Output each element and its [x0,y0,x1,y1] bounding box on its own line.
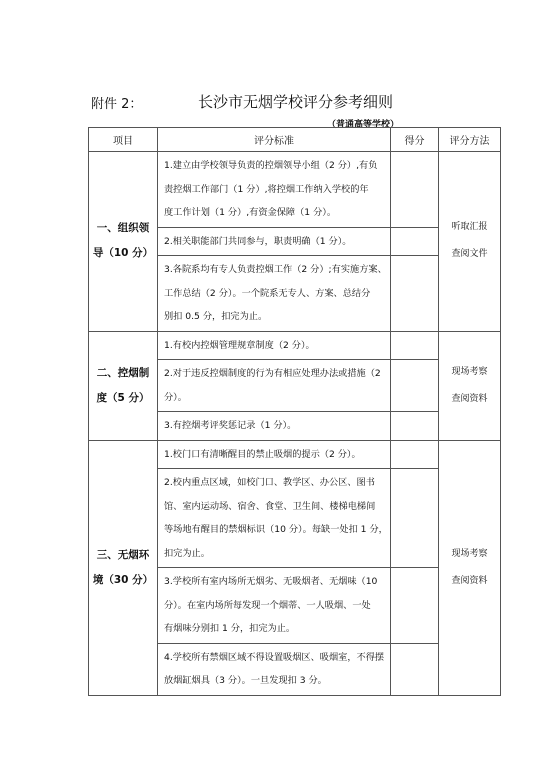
criteria-cell [158,643,391,695]
score-cell[interactable] [391,360,439,412]
method-line: 现场考察 [451,366,488,377]
section-project-line: 一、组织领 [96,222,150,235]
table-header-row [89,128,501,152]
table-row [89,440,501,469]
score-cell[interactable] [391,412,439,441]
section-method-cell [439,331,501,440]
criteria-cell [158,360,391,412]
criteria-cell [158,331,391,360]
criteria-line: 责控烟工作部门（1 分）,将控烟工作纳入学校的年 [164,183,369,195]
column-header-project: 项目 [89,128,158,152]
criteria-line: 1.建立由学校领导负责的控烟领导小组（2 分）,有负 [164,160,378,171]
criteria-cell [158,469,391,568]
section-project-line: 三、无烟环 [96,548,150,561]
column-header-method: 评分方法 [439,128,501,152]
criteria-cell [158,568,391,644]
criteria-line: 3.有控烟考评奖惩记录（1 分）。 [164,420,297,431]
criteria-line: 2.相关职能部门共同参与，职责明确（1 分）。 [164,235,352,247]
section-project-line: 二、控烟制 [96,366,150,379]
criteria-line: 1.校门口有清晰醒目的禁止吸烟的提示（2 分）。 [164,448,361,460]
score-cell[interactable] [391,469,439,568]
criteria-line: 别扣 0.5 分，扣完为止。 [164,311,268,322]
section-method-cell [439,440,501,695]
method-line: 现场考察 [451,548,488,559]
criteria-line: 度工作计划（1 分）,有资金保障（1 分）。 [164,207,337,218]
document-title: 长沙市无烟学校评分参考细则 [198,93,394,111]
criteria-line: 1.有校内控烟管理规章制度（2 分）。 [164,339,315,351]
criteria-line: 馆、室内运动场、宿舍、食堂、卫生间、楼梯电梯间 [164,500,376,512]
criteria-cell [158,256,391,332]
section-project-cell [89,331,158,440]
section-project-line: 度（5 分） [96,391,150,404]
criteria-line: 2.对于违反控烟制度的行为有相应处理办法或措施（2 [164,368,381,379]
score-cell[interactable] [391,643,439,695]
attachment-label: 附件 2： [91,97,143,112]
criteria-line: 2.校内重点区域，如校门口、教学区、办公区、图书 [164,477,375,488]
table-row [89,331,501,360]
method-line: 查阅文件 [451,249,488,260]
criteria-line: 3.学校所有室内场所无烟劣、无吸烟者、无烟味（10 [164,576,378,587]
criteria-cell [158,227,391,256]
section-project-cell [89,152,158,332]
table-row [89,152,501,228]
column-header-score: 得分 [391,128,439,152]
criteria-line: 扣完为止。 [164,547,210,559]
criteria-line: 3.各院系均有专人负责控烟工作（2 分）;有实施方案、 [164,264,387,275]
criteria-line: 放烟缸烟具（3 分）。一旦发现扣 3 分。 [164,675,327,686]
criteria-line: 工作总结（2 分）。一个院系无专人、方案、总结分 [164,287,371,299]
criteria-line: 有烟味分别扣 1 分，扣完为止。 [164,623,296,634]
score-cell[interactable] [391,331,439,360]
score-cell[interactable] [391,256,439,332]
scoring-table [88,127,501,696]
criteria-line: 分）。在室内场所每发现一个烟蒂、一人吸烟、一处 [164,599,371,611]
document-subtitle: （普通高等学校） [327,120,400,130]
criteria-cell [158,152,391,228]
column-header-criteria: 评分标准 [158,128,391,152]
section-project-line: 境（30 分） [92,573,154,586]
criteria-line: 等场地有醒目的禁烟标识（10 分）。每缺一处扣 1 分， [164,524,388,535]
criteria-cell [158,440,391,469]
section-method-cell [439,152,501,332]
method-line: 查阅资料 [451,575,488,586]
section-project-line: 导（10 分） [92,247,154,260]
score-cell[interactable] [391,227,439,256]
criteria-line: 分）。 [164,391,187,403]
criteria-line: 4.学校所有禁烟区域不得设置吸烟区、吸烟室，不得摆 [164,651,385,663]
score-cell[interactable] [391,440,439,469]
section-project-cell [89,440,158,695]
score-cell[interactable] [391,152,439,228]
method-line: 听取汇报 [451,222,488,233]
score-cell[interactable] [391,568,439,644]
method-line: 查阅资料 [451,393,488,404]
criteria-cell [158,412,391,441]
